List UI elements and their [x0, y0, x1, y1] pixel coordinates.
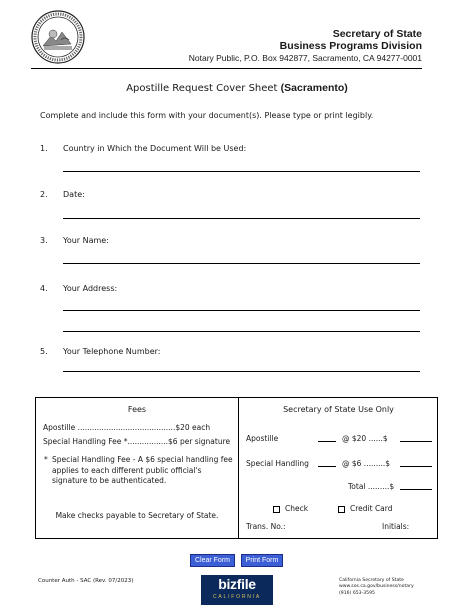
sos-special-label: Special Handling	[246, 459, 309, 468]
payment-card-option[interactable]	[338, 504, 392, 513]
trans-no-label: Trans. No.:	[246, 522, 286, 531]
question-label: Your Telephone Number:	[63, 347, 161, 356]
telephone-field[interactable]	[63, 371, 420, 372]
agency-name: Secretary of State	[332, 28, 422, 40]
sos-use-heading: Secretary of State Use Only	[283, 405, 394, 414]
fee-special-handling: Special Handling Fee *.................$6 per signature	[43, 437, 231, 446]
address-field-line-1[interactable]	[63, 310, 420, 311]
office-name: California Secretary of State	[339, 578, 404, 583]
bizfile-logo	[201, 575, 273, 605]
payment-check-option[interactable]	[273, 504, 308, 513]
form-id: Counter Auth - SAC (Rev. 07/2023)	[38, 578, 134, 584]
question-telephone	[40, 347, 160, 356]
fees-box	[35, 397, 438, 539]
apostille-count-field[interactable]	[318, 434, 336, 442]
fees-divider	[238, 398, 239, 538]
question-label: Your Name:	[63, 236, 109, 245]
special-count-field[interactable]	[318, 459, 336, 467]
question-label: Date:	[63, 190, 85, 199]
form-instructions: Complete and include this form with your document(s). Please type or print legibly.	[40, 111, 374, 120]
note-text: Special Handling Fee - A $6 special handling fee applies to each different public official's signature to be authenticated.	[52, 455, 233, 485]
date-field[interactable]	[63, 218, 420, 219]
name-field[interactable]	[63, 263, 420, 264]
sos-special-rate: @ $6 .........$	[342, 459, 391, 468]
fee-apostille: Apostille .........................................$20 each	[43, 423, 211, 432]
question-country	[40, 144, 246, 153]
question-name	[40, 236, 109, 245]
contact-info	[339, 578, 414, 597]
title-location: (Sacramento)	[280, 82, 348, 94]
check-checkbox[interactable]	[273, 506, 280, 513]
question-number: 1.	[40, 144, 48, 153]
division-name: Business Programs Division	[279, 40, 422, 52]
phone-number: (916) 653-3595	[339, 590, 375, 596]
special-handling-note	[44, 455, 234, 487]
check-label: Check	[285, 504, 309, 513]
apostille-amount-field[interactable]	[400, 434, 432, 442]
question-number: 3.	[40, 236, 48, 245]
fees-heading: Fees	[127, 405, 147, 414]
checks-payable-note: Make checks payable to Secretary of State.	[55, 511, 219, 520]
logo-sub-text: CALIFORNIA	[212, 594, 261, 600]
agency-address: Notary Public, P.O. Box 942877, Sacramento, CA 94277-0001	[188, 53, 422, 63]
credit-card-checkbox[interactable]	[338, 506, 345, 513]
website-link[interactable]: www.sos.ca.gov/business/notary	[339, 584, 414, 590]
page-title	[0, 82, 474, 94]
print-form-button[interactable]: Print Form	[241, 554, 283, 567]
sos-apostille-rate: @ $20 ......$	[342, 434, 388, 443]
sos-use-panel	[240, 398, 437, 538]
country-field[interactable]	[63, 171, 420, 172]
note-asterisk: *	[44, 455, 48, 464]
agency-header	[189, 28, 422, 64]
question-label: Country in Which the Document Will be Used:	[63, 144, 247, 153]
title-text: Apostille Request Cover Sheet	[126, 83, 278, 94]
question-number: 5.	[40, 347, 48, 356]
credit-card-label: Credit Card	[350, 504, 393, 513]
address-field-line-2[interactable]	[63, 331, 420, 332]
clear-form-button[interactable]: Clear Form	[190, 554, 235, 567]
logo-main-text: bizfile	[218, 576, 256, 592]
question-number: 2.	[40, 190, 48, 199]
total-amount-field[interactable]	[400, 482, 432, 490]
question-number: 4.	[40, 284, 48, 293]
header-divider	[31, 68, 422, 69]
sos-total-label: Total .........$	[348, 482, 395, 491]
special-amount-field[interactable]	[400, 459, 432, 467]
state-seal-logo	[31, 10, 85, 64]
question-address	[40, 284, 117, 293]
question-label: Your Address:	[63, 284, 118, 293]
question-date	[40, 190, 85, 199]
fees-panel	[36, 398, 238, 538]
initials-label: Initials:	[382, 522, 410, 531]
sos-apostille-label: Apostille	[246, 434, 279, 443]
